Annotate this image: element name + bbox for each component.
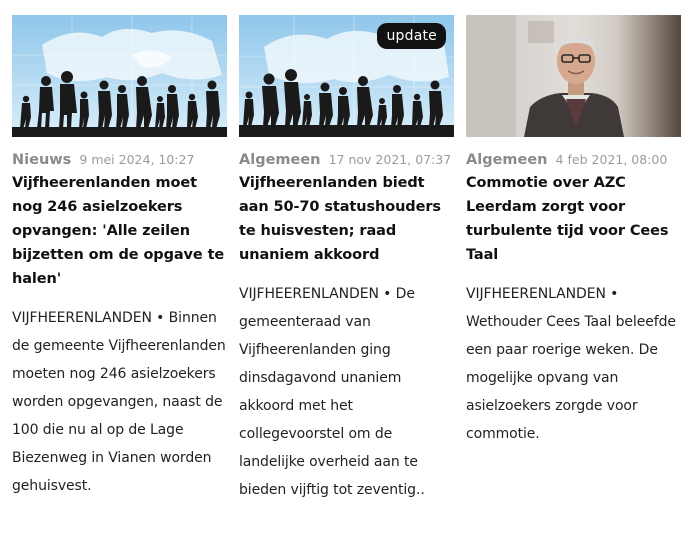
article-summary: VIJFHEERENLANDEN • Wethouder Cees Taal beleefde een paar roerige weken. De mogelijke opvang van asielzoekers zorgde voor commotie. [466,286,676,442]
article-date: 9 mei 2024, 10:27 [79,152,195,167]
update-badge: update [377,23,446,49]
article-category[interactable]: Nieuws [12,152,72,168]
article-category[interactable]: Algemeen [466,152,548,168]
article-headline[interactable]: Commotie over AZC Leerdam zorgt voor turbulente tijd voor Cees Taal [466,175,669,263]
portrait-photo [466,15,681,137]
article-thumbnail[interactable] [239,15,454,137]
refugees-silhouette-image [12,15,227,137]
article-meta [12,149,227,169]
article-summary: VIJFHEERENLANDEN • De gemeenteraad van Vijfheerenlanden ging dinsdagavond unaniem akkoord met het collegevoorstel om de landelijke overheid aan te bieden vijftig tot zeventig.. [239,286,425,498]
article-thumbnail[interactable] [12,15,227,137]
article-card[interactable] [12,15,227,504]
article-date: 4 feb 2021, 08:00 [555,152,668,167]
article-date: 17 nov 2021, 07:37 [328,152,452,167]
article-category[interactable]: Algemeen [239,152,321,168]
article-headline[interactable]: Vijfheerenlanden moet nog 246 asielzoekers opvangen: 'Alle zeilen bijzetten om de opgave te halen' [12,175,225,287]
article-card[interactable] [239,15,454,504]
news-grid [12,15,682,504]
article-headline[interactable]: Vijfheerenlanden biedt aan 50-70 statushouders te huisvesten; raad unaniem akkoord [239,175,441,263]
article-thumbnail[interactable] [466,15,681,137]
article-meta [239,149,454,169]
article-summary: VIJFHEERENLANDEN • Binnen de gemeente Vijfheerenlanden moeten nog 246 asielzoekers worden opgevangen, naast de 100 die nu al op de Lage Biezenweg in Vianen worden gehuisvest. [12,310,226,494]
article-meta [466,149,681,169]
article-card[interactable] [466,15,681,504]
